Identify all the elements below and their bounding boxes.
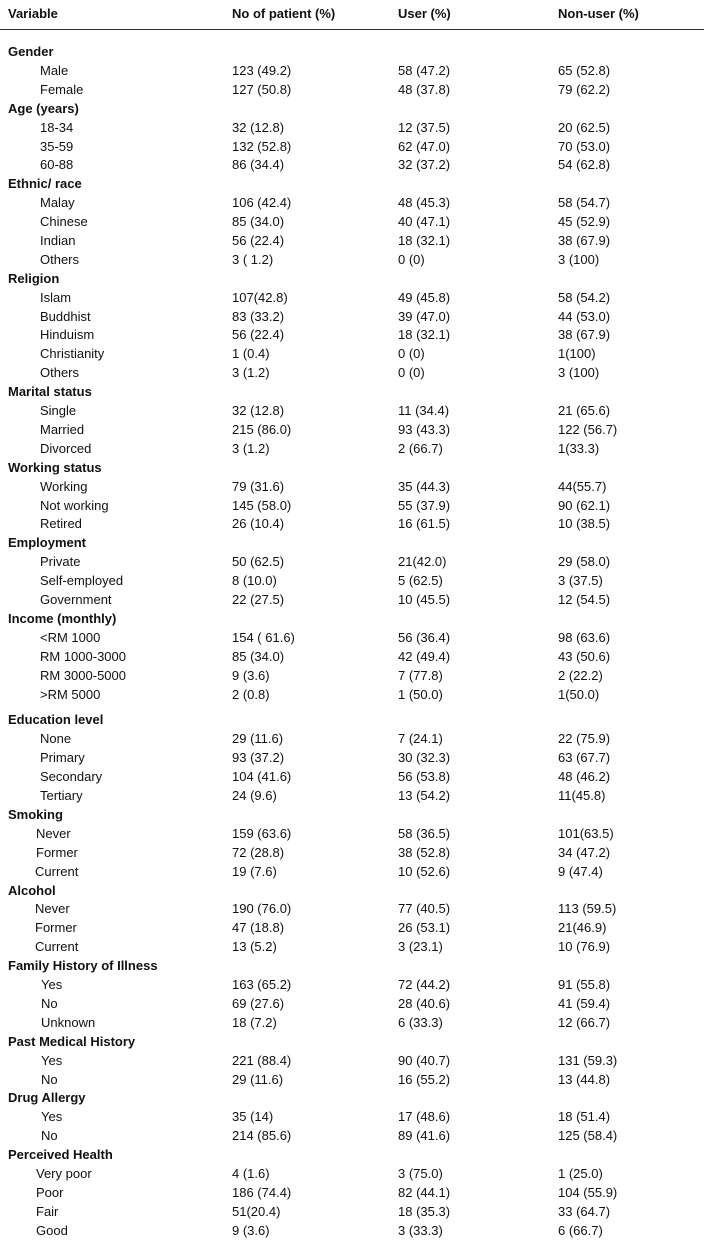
non-user-cell: 10 (38.5) bbox=[558, 516, 611, 531]
no-of-patient-cell: 22 (27.5) bbox=[232, 592, 285, 607]
non-user-cell: 91 (55.8) bbox=[558, 977, 611, 992]
non-user-cell: 10 (76.9) bbox=[558, 939, 611, 954]
user-cell: 18 (32.1) bbox=[398, 327, 451, 342]
non-user-cell: 45 (52.9) bbox=[558, 214, 611, 229]
user-cell: 90 (40.7) bbox=[398, 1053, 451, 1068]
non-user-cell: 1(33.3) bbox=[558, 441, 600, 456]
user-cell: 12 (37.5) bbox=[398, 120, 451, 135]
non-user-cell: 122 (56.7) bbox=[558, 422, 618, 437]
table-row bbox=[0, 1107, 704, 1126]
table-row bbox=[0, 590, 704, 609]
variable-label: Secondary bbox=[40, 769, 103, 784]
variable-label: Retired bbox=[40, 516, 82, 531]
table-row bbox=[0, 514, 704, 533]
user-cell: 7 (77.8) bbox=[398, 668, 443, 683]
variable-label: Fair bbox=[36, 1204, 59, 1219]
user-cell: 93 (43.3) bbox=[398, 422, 451, 437]
group-label: Alcohol bbox=[8, 883, 56, 898]
variable-label: Christianity bbox=[40, 346, 105, 361]
user-cell: 72 (44.2) bbox=[398, 977, 451, 992]
variable-label: Yes bbox=[41, 1109, 63, 1124]
group-header-row bbox=[0, 458, 704, 477]
table-row bbox=[0, 552, 704, 571]
no-of-patient-cell: 83 (33.2) bbox=[232, 309, 285, 324]
group-label: Perceived Health bbox=[8, 1147, 113, 1162]
group-label: Smoking bbox=[8, 807, 63, 822]
group-header-row bbox=[0, 269, 704, 288]
user-cell: 0 (0) bbox=[398, 252, 425, 267]
variable-label: >RM 5000 bbox=[40, 687, 101, 702]
no-of-patient-cell: 186 (74.4) bbox=[232, 1185, 292, 1200]
table-row bbox=[0, 477, 704, 496]
variable-label: 60-88 bbox=[40, 157, 74, 172]
group-header-row bbox=[0, 710, 704, 729]
user-cell: 26 (53.1) bbox=[398, 920, 451, 935]
no-of-patient-cell: 86 (34.4) bbox=[232, 157, 285, 172]
group-label: Drug Allergy bbox=[8, 1090, 86, 1105]
table-row bbox=[0, 1164, 704, 1183]
variable-label: Indian bbox=[40, 233, 76, 248]
variable-label: Former bbox=[36, 845, 78, 860]
non-user-cell: 98 (63.6) bbox=[558, 630, 611, 645]
user-cell: 7 (24.1) bbox=[398, 731, 443, 746]
table-row bbox=[0, 628, 704, 647]
user-cell: 17 (48.6) bbox=[398, 1109, 451, 1124]
non-user-cell: 3 (100) bbox=[558, 252, 600, 267]
user-cell: 0 (0) bbox=[398, 346, 425, 361]
header-no-of-patient: No of patient (%) bbox=[232, 6, 336, 21]
table-row bbox=[0, 1013, 704, 1032]
variable-label: Others bbox=[40, 252, 80, 267]
group-header-row bbox=[0, 881, 704, 900]
non-user-cell: 20 (62.5) bbox=[558, 120, 611, 135]
user-cell: 40 (47.1) bbox=[398, 214, 451, 229]
table-row bbox=[0, 61, 704, 80]
variable-label: No bbox=[41, 1072, 58, 1087]
user-cell: 1 (50.0) bbox=[398, 687, 443, 702]
non-user-cell: 131 (59.3) bbox=[558, 1053, 618, 1068]
user-cell: 82 (44.1) bbox=[398, 1185, 451, 1200]
variable-label: Self-employed bbox=[40, 573, 124, 588]
user-cell: 32 (37.2) bbox=[398, 157, 451, 172]
group-header-row bbox=[0, 956, 704, 975]
non-user-cell: 70 (53.0) bbox=[558, 139, 611, 154]
no-of-patient-cell: 24 (9.6) bbox=[232, 788, 277, 803]
group-header-row bbox=[0, 99, 704, 118]
no-of-patient-cell: 47 (18.8) bbox=[232, 920, 285, 935]
non-user-cell: 48 (46.2) bbox=[558, 769, 611, 784]
table-row bbox=[0, 137, 704, 156]
non-user-cell: 63 (67.7) bbox=[558, 750, 611, 765]
variable-label: Current bbox=[35, 864, 79, 879]
table-row bbox=[0, 80, 704, 99]
header-non-user: Non-user (%) bbox=[558, 6, 639, 21]
variable-label: Unknown bbox=[41, 1015, 96, 1030]
variable-label: Never bbox=[35, 901, 70, 916]
table-row bbox=[0, 862, 704, 881]
variable-label: Former bbox=[35, 920, 77, 935]
variable-label: Very poor bbox=[36, 1166, 92, 1181]
table-row bbox=[0, 685, 704, 704]
table-row bbox=[0, 1202, 704, 1221]
user-cell: 10 (45.5) bbox=[398, 592, 451, 607]
group-header-row bbox=[0, 1088, 704, 1107]
variable-label: Yes bbox=[41, 977, 63, 992]
variable-label: Single bbox=[40, 403, 77, 418]
table-row bbox=[0, 155, 704, 174]
no-of-patient-cell: 104 (41.6) bbox=[232, 769, 292, 784]
non-user-cell: 13 (44.8) bbox=[558, 1072, 611, 1087]
non-user-cell: 9 (47.4) bbox=[558, 864, 603, 879]
user-cell: 21(42.0) bbox=[398, 554, 447, 569]
table-row bbox=[0, 647, 704, 666]
user-cell: 58 (36.5) bbox=[398, 826, 451, 841]
no-of-patient-cell: 32 (12.8) bbox=[232, 120, 285, 135]
user-cell: 77 (40.5) bbox=[398, 901, 451, 916]
table-row bbox=[0, 918, 704, 937]
group-header-row bbox=[0, 805, 704, 824]
variable-label: Government bbox=[40, 592, 112, 607]
table-row bbox=[0, 1221, 704, 1240]
user-cell: 0 (0) bbox=[398, 365, 425, 380]
no-of-patient-cell: 13 (5.2) bbox=[232, 939, 277, 954]
no-of-patient-cell: 107(42.8) bbox=[232, 290, 288, 305]
no-of-patient-cell: 19 (7.6) bbox=[232, 864, 277, 879]
table-row bbox=[0, 824, 704, 843]
non-user-cell: 58 (54.7) bbox=[558, 195, 611, 210]
no-of-patient-cell: 9 (3.6) bbox=[232, 1223, 270, 1238]
non-user-cell: 21(46.9) bbox=[558, 920, 607, 935]
non-user-cell: 44 (53.0) bbox=[558, 309, 611, 324]
no-of-patient-cell: 3 (1.2) bbox=[232, 441, 270, 456]
no-of-patient-cell: 85 (34.0) bbox=[232, 214, 285, 229]
table-row bbox=[0, 420, 704, 439]
user-cell: 5 (62.5) bbox=[398, 573, 443, 588]
table-row bbox=[0, 231, 704, 250]
table-row bbox=[0, 496, 704, 515]
table-row bbox=[0, 250, 704, 269]
variable-label: RM 3000-5000 bbox=[40, 668, 126, 683]
no-of-patient-cell: 106 (42.4) bbox=[232, 195, 292, 210]
variable-label: Yes bbox=[41, 1053, 63, 1068]
no-of-patient-cell: 56 (22.4) bbox=[232, 327, 285, 342]
non-user-cell: 113 (59.5) bbox=[558, 901, 617, 916]
group-label: Religion bbox=[8, 271, 60, 286]
no-of-patient-cell: 93 (37.2) bbox=[232, 750, 285, 765]
user-cell: 18 (32.1) bbox=[398, 233, 451, 248]
no-of-patient-cell: 51(20.4) bbox=[232, 1204, 281, 1219]
user-cell: 38 (52.8) bbox=[398, 845, 451, 860]
table-row bbox=[0, 748, 704, 767]
variable-label: No bbox=[41, 1128, 58, 1143]
non-user-cell: 33 (64.7) bbox=[558, 1204, 611, 1219]
variable-label: Private bbox=[40, 554, 81, 569]
variable-label: Islam bbox=[40, 290, 72, 305]
table-row bbox=[0, 193, 704, 212]
non-user-cell: 29 (58.0) bbox=[558, 554, 611, 569]
no-of-patient-cell: 9 (3.6) bbox=[232, 668, 270, 683]
variable-label: <RM 1000 bbox=[40, 630, 101, 645]
non-user-cell: 1(100) bbox=[558, 346, 596, 361]
user-cell: 35 (44.3) bbox=[398, 479, 451, 494]
no-of-patient-cell: 159 (63.6) bbox=[232, 826, 292, 841]
variable-label: Good bbox=[36, 1223, 68, 1238]
table-row bbox=[0, 344, 704, 363]
variable-label: Primary bbox=[40, 750, 85, 765]
group-label: Gender bbox=[8, 44, 54, 59]
no-of-patient-cell: 35 (14) bbox=[232, 1109, 274, 1124]
no-of-patient-cell: 56 (22.4) bbox=[232, 233, 285, 248]
group-header-row bbox=[0, 382, 704, 401]
no-of-patient-cell: 127 (50.8) bbox=[232, 82, 292, 97]
no-of-patient-cell: 145 (58.0) bbox=[232, 498, 292, 513]
variable-label: Divorced bbox=[40, 441, 92, 456]
non-user-cell: 54 (62.8) bbox=[558, 157, 611, 172]
user-cell: 49 (45.8) bbox=[398, 290, 451, 305]
no-of-patient-cell: 3 (1.2) bbox=[232, 365, 270, 380]
user-cell: 2 (66.7) bbox=[398, 441, 443, 456]
non-user-cell: 34 (47.2) bbox=[558, 845, 611, 860]
table-row bbox=[0, 571, 704, 590]
variable-label: Poor bbox=[36, 1185, 64, 1200]
group-label: Working status bbox=[8, 460, 102, 475]
table-row bbox=[0, 439, 704, 458]
table-row bbox=[0, 843, 704, 862]
table-row bbox=[0, 363, 704, 382]
non-user-cell: 21 (65.6) bbox=[558, 403, 611, 418]
non-user-cell: 11(45.8) bbox=[558, 788, 606, 803]
table-row bbox=[0, 401, 704, 420]
variable-label: Never bbox=[36, 826, 71, 841]
user-cell: 62 (47.0) bbox=[398, 139, 451, 154]
user-cell: 56 (53.8) bbox=[398, 769, 451, 784]
group-header-row bbox=[0, 1032, 704, 1051]
table-row bbox=[0, 288, 704, 307]
user-cell: 16 (55.2) bbox=[398, 1072, 451, 1087]
non-user-cell: 22 (75.9) bbox=[558, 731, 611, 746]
header-variable: Variable bbox=[8, 6, 58, 21]
non-user-cell: 38 (67.9) bbox=[558, 327, 611, 342]
non-user-cell: 18 (51.4) bbox=[558, 1109, 611, 1124]
user-cell: 3 (23.1) bbox=[398, 939, 443, 954]
non-user-cell: 104 (55.9) bbox=[558, 1185, 618, 1200]
group-header-row bbox=[0, 174, 704, 193]
no-of-patient-cell: 221 (88.4) bbox=[232, 1053, 292, 1068]
non-user-cell: 65 (52.8) bbox=[558, 63, 611, 78]
no-of-patient-cell: 69 (27.6) bbox=[232, 996, 285, 1011]
non-user-cell: 79 (62.2) bbox=[558, 82, 611, 97]
user-cell: 56 (36.4) bbox=[398, 630, 451, 645]
group-label: Income (monthly) bbox=[8, 611, 117, 626]
variable-label: RM 1000-3000 bbox=[40, 649, 126, 664]
user-cell: 18 (35.3) bbox=[398, 1204, 451, 1219]
group-label: Marital status bbox=[8, 384, 92, 399]
table-row bbox=[0, 212, 704, 231]
header-row bbox=[0, 4, 704, 23]
no-of-patient-cell: 190 (76.0) bbox=[232, 901, 292, 916]
no-of-patient-cell: 215 (86.0) bbox=[232, 422, 292, 437]
user-cell: 55 (37.9) bbox=[398, 498, 451, 513]
variable-label: Tertiary bbox=[40, 788, 83, 803]
non-user-cell: 1 (25.0) bbox=[558, 1166, 603, 1181]
no-of-patient-cell: 154 ( 61.6) bbox=[232, 630, 295, 645]
table-row bbox=[0, 666, 704, 685]
table-row bbox=[0, 937, 704, 956]
no-of-patient-cell: 26 (10.4) bbox=[232, 516, 285, 531]
no-of-patient-cell: 29 (11.6) bbox=[232, 1072, 284, 1087]
user-cell: 58 (47.2) bbox=[398, 63, 451, 78]
table-row bbox=[0, 786, 704, 805]
variable-label: Not working bbox=[40, 498, 109, 513]
table-row bbox=[0, 118, 704, 137]
no-of-patient-cell: 214 (85.6) bbox=[232, 1128, 292, 1143]
non-user-cell: 44(55.7) bbox=[558, 479, 607, 494]
table-row bbox=[0, 767, 704, 786]
group-header-row bbox=[0, 42, 704, 61]
table-row bbox=[0, 1126, 704, 1145]
user-cell: 30 (32.3) bbox=[398, 750, 451, 765]
non-user-cell: 101(63.5) bbox=[558, 826, 614, 841]
non-user-cell: 6 (66.7) bbox=[558, 1223, 603, 1238]
non-user-cell: 38 (67.9) bbox=[558, 233, 611, 248]
table-row bbox=[0, 307, 704, 326]
group-header-row bbox=[0, 533, 704, 552]
user-cell: 6 (33.3) bbox=[398, 1015, 443, 1030]
no-of-patient-cell: 1 (0.4) bbox=[232, 346, 270, 361]
no-of-patient-cell: 32 (12.8) bbox=[232, 403, 285, 418]
no-of-patient-cell: 18 (7.2) bbox=[232, 1015, 277, 1030]
table-row bbox=[0, 1183, 704, 1202]
table-row bbox=[0, 994, 704, 1013]
no-of-patient-cell: 79 (31.6) bbox=[232, 479, 285, 494]
group-header-row bbox=[0, 1145, 704, 1164]
no-of-patient-cell: 163 (65.2) bbox=[232, 977, 292, 992]
non-user-cell: 12 (66.7) bbox=[558, 1015, 611, 1030]
user-cell: 42 (49.4) bbox=[398, 649, 451, 664]
table-row bbox=[0, 325, 704, 344]
user-cell: 48 (45.3) bbox=[398, 195, 451, 210]
non-user-cell: 1(50.0) bbox=[558, 687, 600, 702]
user-cell: 16 (61.5) bbox=[398, 516, 451, 531]
no-of-patient-cell: 132 (52.8) bbox=[232, 139, 292, 154]
no-of-patient-cell: 4 (1.6) bbox=[232, 1166, 270, 1181]
variable-label: No bbox=[41, 996, 58, 1011]
no-of-patient-cell: 123 (49.2) bbox=[232, 63, 292, 78]
no-of-patient-cell: 50 (62.5) bbox=[232, 554, 285, 569]
table-row bbox=[0, 1070, 704, 1089]
variable-label: 18-34 bbox=[40, 120, 74, 135]
non-user-cell: 125 (58.4) bbox=[558, 1128, 618, 1143]
group-label: Past Medical History bbox=[8, 1034, 136, 1049]
no-of-patient-cell: 29 (11.6) bbox=[232, 731, 284, 746]
group-label: Family History of Illness bbox=[8, 958, 158, 973]
group-header-row bbox=[0, 609, 704, 628]
header-rule bbox=[0, 29, 704, 30]
variable-label: Working bbox=[40, 479, 88, 494]
non-user-cell: 43 (50.6) bbox=[558, 649, 611, 664]
non-user-cell: 12 (54.5) bbox=[558, 592, 611, 607]
variable-label: Married bbox=[40, 422, 85, 437]
user-cell: 3 (75.0) bbox=[398, 1166, 443, 1181]
variable-label: Malay bbox=[40, 195, 75, 210]
user-cell: 3 (33.3) bbox=[398, 1223, 443, 1238]
user-cell: 48 (37.8) bbox=[398, 82, 451, 97]
table-row bbox=[0, 1051, 704, 1070]
group-label: Age (years) bbox=[8, 101, 79, 116]
table-row bbox=[0, 899, 704, 918]
no-of-patient-cell: 8 (10.0) bbox=[232, 573, 277, 588]
no-of-patient-cell: 3 ( 1.2) bbox=[232, 252, 274, 267]
user-cell: 10 (52.6) bbox=[398, 864, 451, 879]
non-user-cell: 3 (37.5) bbox=[558, 573, 603, 588]
non-user-cell: 58 (54.2) bbox=[558, 290, 611, 305]
table-row bbox=[0, 729, 704, 748]
no-of-patient-cell: 85 (34.0) bbox=[232, 649, 285, 664]
variable-label: Current bbox=[35, 939, 79, 954]
non-user-cell: 3 (100) bbox=[558, 365, 600, 380]
variable-label: Chinese bbox=[40, 214, 88, 229]
user-cell: 39 (47.0) bbox=[398, 309, 451, 324]
group-label: Ethnic/ race bbox=[8, 176, 82, 191]
variable-label: Hinduism bbox=[40, 327, 95, 342]
user-cell: 11 (34.4) bbox=[398, 403, 450, 418]
user-cell: 89 (41.6) bbox=[398, 1128, 451, 1143]
user-cell: 13 (54.2) bbox=[398, 788, 451, 803]
group-label: Employment bbox=[8, 535, 87, 550]
non-user-cell: 41 (59.4) bbox=[558, 996, 611, 1011]
non-user-cell: 2 (22.2) bbox=[558, 668, 603, 683]
variable-label: Buddhist bbox=[40, 309, 91, 324]
variable-label: 35-59 bbox=[40, 139, 74, 154]
table-row bbox=[0, 975, 704, 994]
group-label: Education level bbox=[8, 712, 104, 727]
non-user-cell: 90 (62.1) bbox=[558, 498, 611, 513]
header-user: User (%) bbox=[398, 6, 451, 21]
user-cell: 28 (40.6) bbox=[398, 996, 451, 1011]
no-of-patient-cell: 72 (28.8) bbox=[232, 845, 285, 860]
variable-label: Others bbox=[40, 365, 80, 380]
variable-label: Male bbox=[40, 63, 69, 78]
variable-label: Female bbox=[40, 82, 84, 97]
variable-label: None bbox=[40, 731, 72, 746]
no-of-patient-cell: 2 (0.8) bbox=[232, 687, 270, 702]
